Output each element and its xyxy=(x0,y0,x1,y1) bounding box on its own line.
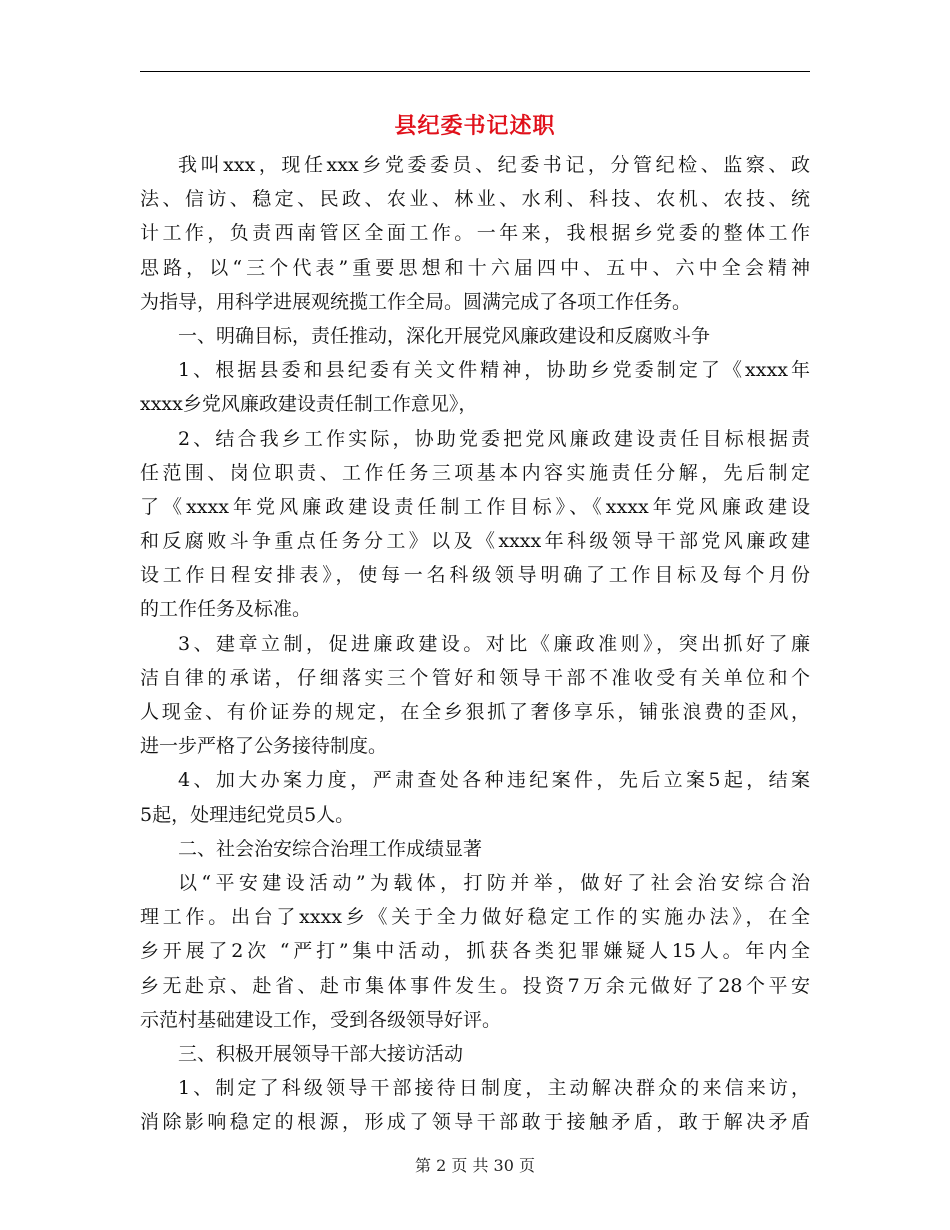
header-rule xyxy=(140,71,810,72)
body-line: 1、根据县委和县纪委有关文件精神，协助乡党委制定了《xxxx年 xyxy=(178,359,810,382)
body-line: 1、制定了科级领导干部接待日制度，主动解决群众的来信来访， xyxy=(178,1077,810,1100)
body-line: 的工作任务及标准。 xyxy=(140,598,312,621)
body-line: 进一步严格了公务接待制度。 xyxy=(140,735,388,758)
body-line: 三、积极开展领导干部大接访活动 xyxy=(178,1042,464,1065)
body-line: 2、结合我乡工作实际，协助党委把党风廉政建设责任目标根据责 xyxy=(178,427,810,450)
body-line: 洁自律的承诺，仔细落实三个管好和领导干部不准收受有关单位和个 xyxy=(140,666,810,689)
document-title: 县纪委书记述职 xyxy=(394,113,556,139)
body-line: 人现金、有价证券的规定，在全乡狠抓了奢侈享乐，铺张浪费的歪风， xyxy=(140,701,810,723)
body-line: 5起，处理违纪党员5人。 xyxy=(140,803,355,826)
body-line: 消除影响稳定的根源，形成了领导干部敢于接触矛盾，敢于解决矛盾 xyxy=(140,1111,810,1134)
body-line: 乡无赴京、赴省、赴市集体事件发生。投资7万余元做好了28个平安 xyxy=(140,974,810,997)
body-line: 4、加大办案力度，严肃查处各种违纪案件，先后立案5起，结案 xyxy=(178,769,810,792)
body-line: 了《xxxx年党风廉政建设责任制工作目标》、《xxxx年党风廉政建设 xyxy=(140,495,810,518)
body-line: 示范村基础建设工作，受到各级领导好评。 xyxy=(140,1008,502,1031)
body-line: xxxx乡党风廉政建设责任制工作意见》， xyxy=(140,393,478,416)
page-footer: 第 2 页 共 30 页 xyxy=(415,1156,535,1175)
body-line: 为指导，用科学进展观统揽工作全局。圆满完成了各项工作任务。 xyxy=(140,290,692,313)
document-body xyxy=(140,148,810,1139)
body-line: 乡开展了2次 “严打”集中活动，抓获各类犯罪嫌疑人15人。年内全 xyxy=(140,940,810,963)
body-line: 计工作，负责西南管区全面工作。一年来，我根据乡党委的整体工作 xyxy=(140,222,810,245)
body-line: 法、信访、稳定、民政、农业、林业、水利、科技、农机、农技、统 xyxy=(140,188,810,211)
body-line: 二、社会治安综合治理工作成绩显著 xyxy=(178,837,483,860)
body-line: 3、建章立制，促进廉政建设。对比《廉政准则》，突出抓好了廉 xyxy=(178,632,810,655)
body-line: 以“平安建设活动”为载体，打防并举，做好了社会治安综合治 xyxy=(178,871,810,894)
body-line: 我叫xxx，现任xxx乡党委委员、纪委书记，分管纪检、监察、政 xyxy=(178,154,810,176)
body-line: 一、明确目标，责任推动，深化开展党风廉政建设和反腐败斗争 xyxy=(178,324,711,347)
body-line: 理工作。出台了xxxx乡《关于全力做好稳定工作的实施办法》，在全 xyxy=(140,906,810,929)
body-line: 思路，以“三个代表”重要思想和十六届四中、五中、六中全会精神 xyxy=(140,256,810,279)
body-line: 和反腐败斗争重点任务分工》以及《xxxx年科级领导干部党风廉政建 xyxy=(140,530,810,553)
body-line: 设工作日程安排表》，使每一名科级领导明确了工作目标及每个月份 xyxy=(140,564,810,587)
body-line: 任范围、岗位职责、工作任务三项基本内容实施责任分解，先后制定 xyxy=(140,461,810,484)
